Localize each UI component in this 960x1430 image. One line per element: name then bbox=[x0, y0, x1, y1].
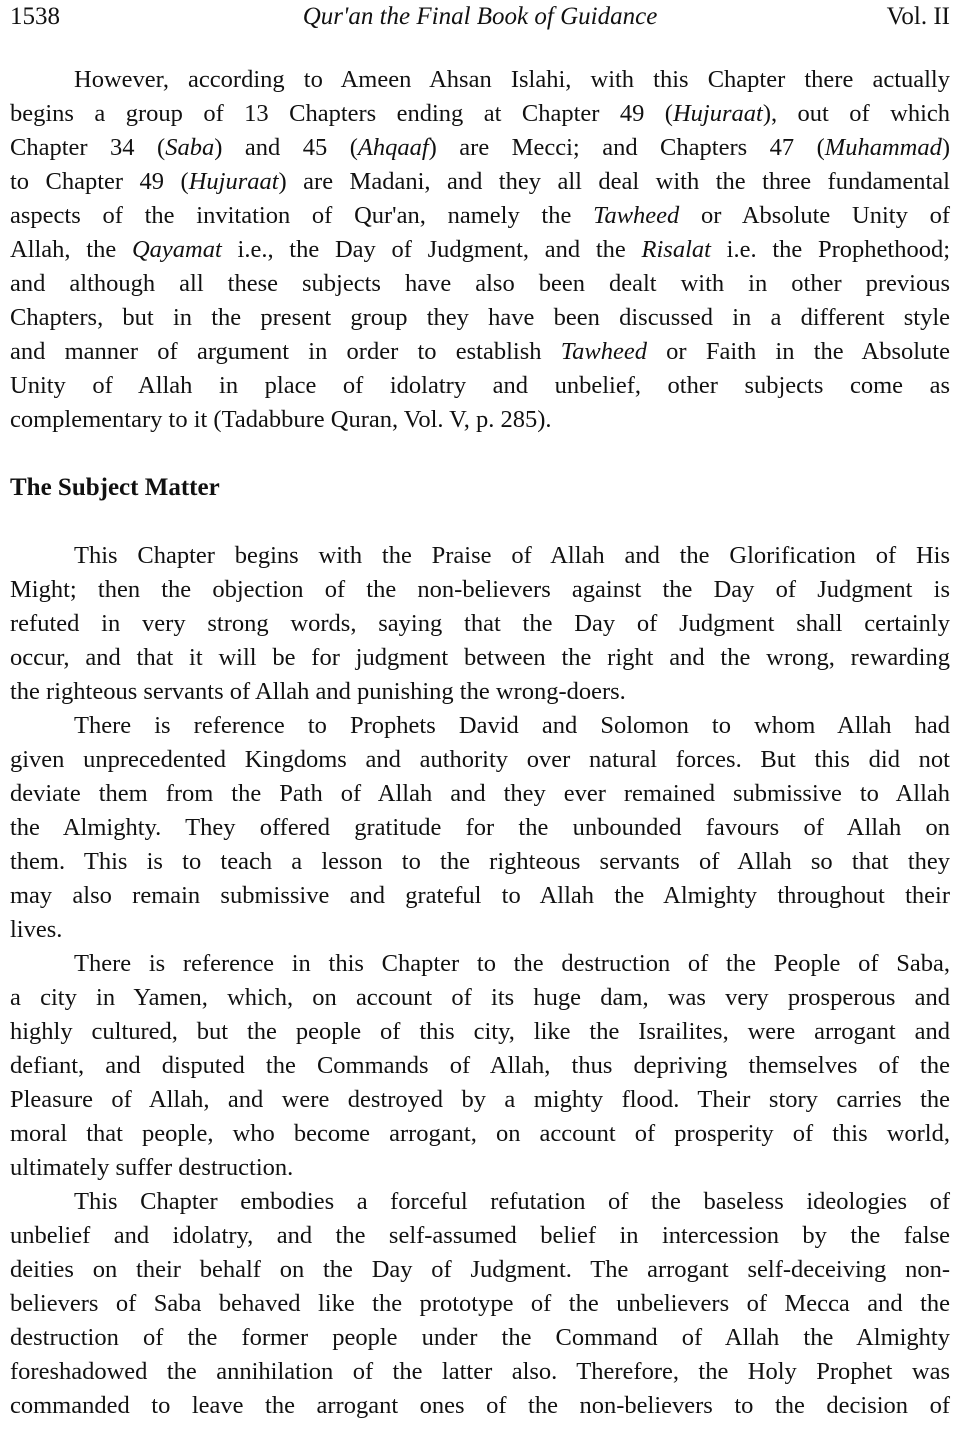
text-line bbox=[10, 97, 950, 131]
text-segment: may also remain submissive and grateful to Allah the Almighty throughout their bbox=[10, 882, 950, 909]
text-line bbox=[10, 1151, 950, 1185]
text-segment: given unprecedented Kingdoms and authority over natural forces. But this did not bbox=[10, 746, 950, 773]
text-line bbox=[10, 1015, 950, 1049]
text-segment: and manner of argument in order to establish bbox=[10, 338, 561, 365]
text-segment: destruction of the former people under the Command of Allah the Almighty bbox=[10, 1324, 950, 1351]
subject-matter-section bbox=[10, 539, 950, 1423]
text-line bbox=[10, 1117, 950, 1151]
page-body bbox=[10, 63, 950, 1423]
text-segment: ), out of which bbox=[762, 100, 951, 127]
text-line bbox=[10, 641, 950, 675]
text-line bbox=[10, 199, 950, 233]
text-segment: lives. bbox=[10, 916, 63, 943]
text-line bbox=[10, 267, 950, 301]
text-segment: deviate them from the Path of Allah and they ever remained submissive to Allah bbox=[10, 780, 950, 807]
text-segment: ) and 45 ( bbox=[214, 134, 358, 161]
text-line bbox=[10, 1185, 950, 1219]
text-segment: and although all these subjects have also been dealt with in other previous bbox=[10, 270, 950, 297]
text-line bbox=[10, 1253, 950, 1287]
text-line bbox=[10, 1219, 950, 1253]
text-segment: to Chapter 49 ( bbox=[10, 168, 189, 195]
text-segment: begins a group of 13 Chapters ending at Chapter 49 ( bbox=[10, 100, 673, 127]
text-line bbox=[10, 403, 950, 437]
text-segment: defiant, and disputed the Commands of Allah, thus depriving themselves of the bbox=[10, 1052, 950, 1079]
italic-term: Saba bbox=[165, 134, 215, 161]
italic-term: Ahqaaf bbox=[357, 134, 429, 161]
text-line bbox=[10, 63, 950, 97]
text-line bbox=[10, 981, 950, 1015]
volume-label: Vol. II bbox=[886, 3, 950, 30]
text-segment: This Chapter begins with the Praise of Allah and the Glorification of His bbox=[74, 542, 950, 569]
text-segment: Might; then the objection of the non-believers against the Day of Judgment is bbox=[10, 576, 950, 603]
text-segment: This Chapter embodies a forceful refutation of the baseless ideologies of bbox=[74, 1188, 950, 1215]
text-line bbox=[10, 335, 950, 369]
text-line bbox=[10, 165, 950, 199]
text-line bbox=[10, 573, 950, 607]
text-line bbox=[10, 539, 950, 573]
text-line bbox=[10, 1389, 950, 1423]
text-line bbox=[10, 1355, 950, 1389]
text-line bbox=[10, 1287, 950, 1321]
text-line bbox=[10, 607, 950, 641]
text-segment: i.e. the Prophethood; bbox=[710, 236, 951, 263]
text-segment: Allah, the bbox=[10, 236, 132, 263]
text-segment: highly cultured, but the people of this city, like the Israilites, were arrogant and bbox=[10, 1018, 950, 1045]
text-segment: There is reference to Prophets David and Solomon to whom Allah had bbox=[74, 712, 950, 739]
text-line bbox=[10, 233, 950, 267]
text-segment: Chapters, but in the present group they have been discussed in a different style bbox=[10, 304, 950, 331]
italic-term: Muhammad bbox=[824, 134, 942, 161]
text-segment: Pleasure of Allah, and were destroyed by a mighty flood. Their story carries the bbox=[10, 1086, 950, 1113]
text-line bbox=[10, 709, 950, 743]
text-segment: complementary to it (Tadabbure Quran, Vol. V, p. 285). bbox=[10, 406, 552, 433]
text-segment: commanded to leave the arrogant ones of the non-believers to the decision of bbox=[10, 1392, 950, 1419]
text-line bbox=[10, 131, 950, 165]
text-line bbox=[10, 811, 950, 845]
text-segment: the Almighty. They offered gratitude for the unbounded favours of Allah on bbox=[10, 814, 950, 841]
italic-term: Tawheed bbox=[593, 202, 680, 229]
text-segment: believers of Saba behaved like the prototype of the unbelievers of Mecca and the bbox=[10, 1290, 950, 1317]
text-line bbox=[10, 743, 950, 777]
text-line bbox=[10, 777, 950, 811]
section-heading: The Subject Matter bbox=[10, 474, 220, 501]
text-segment: unbelief and idolatry, and the self-assumed belief in intercession by the false bbox=[10, 1222, 950, 1249]
text-line bbox=[10, 301, 950, 335]
italic-term: Hujuraat bbox=[672, 100, 763, 127]
text-segment: refuted in very strong words, saying that the Day of Judgment shall certainly bbox=[10, 610, 950, 637]
text-line bbox=[10, 879, 950, 913]
text-segment: ) bbox=[941, 134, 950, 161]
text-line bbox=[10, 675, 950, 709]
italic-term: Qayamat bbox=[131, 236, 222, 263]
text-line bbox=[10, 913, 950, 947]
text-segment: aspects of the invitation of Qur'an, namely the bbox=[10, 202, 594, 229]
text-segment: deities on their behalf on the Day of Judgment. The arrogant self-deceiving non- bbox=[10, 1256, 950, 1283]
text-line bbox=[10, 845, 950, 879]
page-number: 1538 bbox=[10, 3, 60, 30]
text-segment: ) are Madani, and they all deal with the three fundamental bbox=[278, 168, 950, 195]
text-line bbox=[10, 1083, 950, 1117]
text-segment: or Absolute Unity of bbox=[679, 202, 950, 229]
text-segment: There is reference in this Chapter to the destruction of the People of Saba, bbox=[74, 950, 950, 977]
text-segment: ) are Mecci; and Chapters 47 ( bbox=[428, 134, 825, 161]
italic-term: Hujuraat bbox=[188, 168, 279, 195]
italic-term: Tawheed bbox=[560, 338, 647, 365]
text-line bbox=[10, 369, 950, 403]
text-segment: or Faith in the Absolute bbox=[646, 338, 950, 365]
text-segment: foreshadowed the annihilation of the latter also. Therefore, the Holy Prophet was bbox=[10, 1358, 950, 1385]
text-line bbox=[10, 947, 950, 981]
text-segment: ultimately suffer destruction. bbox=[10, 1154, 294, 1181]
book-title: Qur'an the Final Book of Guidance bbox=[302, 3, 658, 30]
running-header bbox=[10, 0, 950, 34]
text-segment: moral that people, who become arrogant, on account of prosperity of this world, bbox=[10, 1120, 950, 1147]
text-segment: Unity of Allah in place of idolatry and unbelief, other subjects come as bbox=[10, 372, 950, 399]
text-line bbox=[10, 1321, 950, 1355]
intro-section bbox=[10, 63, 950, 437]
text-segment: the righteous servants of Allah and punishing the wrong-doers. bbox=[10, 678, 626, 705]
text-segment: a city in Yamen, which, on account of its huge dam, was very prosperous and bbox=[10, 984, 950, 1011]
text-segment: However, according to Ameen Ahsan Islahi, with this Chapter there actually bbox=[74, 66, 950, 93]
text-segment: Chapter 34 ( bbox=[10, 134, 166, 161]
text-segment: i.e., the Day of Judgment, and the bbox=[221, 236, 642, 263]
italic-term: Risalat bbox=[641, 236, 711, 263]
text-segment: them. This is to teach a lesson to the righteous servants of Allah so that they bbox=[10, 848, 950, 875]
text-line bbox=[10, 1049, 950, 1083]
text-segment: occur, and that it will be for judgment between the right and the wrong, rewarding bbox=[10, 644, 950, 671]
